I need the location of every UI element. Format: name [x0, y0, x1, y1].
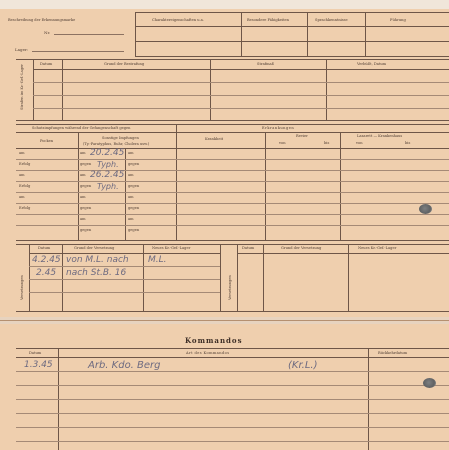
strafen-col-rule — [326, 59, 327, 120]
vers-col-grund: Grund der Versetzung — [74, 246, 115, 250]
impf-row-left: am — [80, 217, 86, 221]
header-row-rule — [135, 26, 449, 27]
vers-row-grund: nach St.B. 16 — [66, 268, 127, 278]
punch-hole — [423, 378, 436, 388]
strafen-col-verbuesst: Verbüßt, Datum — [357, 62, 387, 66]
kdo-col-rueck: Rückkehrdatum — [378, 351, 408, 355]
lager-line — [32, 51, 124, 52]
impf-col-rule — [78, 132, 79, 240]
erkr-title-rule — [176, 132, 449, 133]
nr-line — [54, 34, 124, 35]
vers-col-datum: Datum — [38, 246, 51, 250]
vers-right-side-label: Versetzungen — [228, 275, 232, 300]
vers-col-rule — [348, 244, 349, 311]
erkr-col-krankheit: Krankheit — [205, 137, 224, 141]
header-divider — [241, 12, 242, 56]
vers-col-rule — [62, 244, 63, 311]
impf-col-sonstige-sub: (Ty.-Paratyphus, Ruhr, Cholera usw.) — [83, 142, 150, 146]
header-row-rule — [135, 56, 449, 57]
impf-row-right: am — [128, 217, 134, 221]
impf-row-rule — [16, 170, 449, 171]
erkr-col-rule — [265, 132, 266, 240]
punch-hole — [419, 204, 432, 214]
impf-row-right: gegen — [128, 206, 140, 210]
impf-row-left: am — [80, 195, 86, 199]
card-fold — [0, 317, 449, 324]
kdo-row-rule — [16, 371, 449, 372]
vers-row-datum: 2.45 — [36, 268, 57, 278]
kdo-header-rule — [16, 357, 449, 358]
impf-row-left-value: 26.2.45 — [90, 170, 125, 180]
kdo-row-rule — [16, 385, 449, 386]
kdo-row-rule — [16, 413, 449, 414]
strafen-col-datum: Datum — [40, 62, 53, 66]
col-sprach-header: Sprachkenntnisse — [315, 18, 348, 22]
erkr-col-rule — [340, 132, 341, 240]
header-divider — [365, 12, 366, 56]
vers-col-rule — [220, 244, 221, 311]
header-divider — [135, 12, 136, 56]
strafen-row-rule — [33, 108, 449, 109]
impf-row-left-value: Typh. — [97, 160, 119, 169]
impf-row-left: am — [80, 173, 86, 177]
kdo-row-datum: 1.3.45 — [24, 360, 53, 370]
erkr-revier-bis: bis — [324, 141, 330, 145]
nr-label: Nr. — [44, 30, 51, 35]
erkr-revier-von: von — [279, 141, 286, 145]
erkr-laz-bis: bis — [405, 141, 411, 145]
impf-col-pocken: Pocken — [40, 139, 54, 143]
strafen-col-strafmass: Strafmaß — [257, 62, 275, 66]
vers-right-header-rule — [237, 253, 449, 254]
impf-top-rule — [16, 124, 449, 125]
impf-row-right: am — [128, 195, 134, 199]
impf-row-label: am — [19, 151, 25, 155]
impf-header-rule — [16, 148, 449, 149]
impf-row-left: gegen — [80, 184, 92, 188]
col-fuehrung-header: Führung — [390, 18, 406, 22]
col-faehig-header: Besondere Fähigkeiten — [247, 18, 289, 22]
descr-label: Beschreibung der Erkennungsmarke — [8, 18, 76, 22]
impf-row-rule — [16, 203, 449, 204]
vers-top-rule — [16, 244, 449, 245]
impf-row-left: am — [80, 151, 86, 155]
header-top-rule — [135, 12, 449, 13]
impf-section-title: Schutzimpfungen während der Gefangenschaft gegen — [32, 126, 131, 130]
vers-row-neues: M.L. — [148, 255, 167, 265]
card-top-edge — [0, 0, 449, 9]
header-row-rule — [135, 41, 449, 42]
impf-erkr-divider — [176, 124, 177, 240]
kdo-row-art: Arb. Kdo. Berg — [88, 360, 161, 371]
kdo-row-rule — [16, 427, 449, 428]
vers-col-rule — [237, 244, 238, 311]
strafen-bottom-rule — [16, 120, 449, 121]
col-char-header: Charaktereigenschaften u.a. — [152, 18, 204, 22]
impf-row-right: gegen — [128, 162, 140, 166]
strafen-col-rule — [62, 59, 63, 120]
erkr-laz-von: von — [356, 141, 363, 145]
kdo-top-rule — [16, 348, 449, 349]
vers-row-rule — [29, 292, 220, 293]
strafen-header-rule — [33, 69, 449, 70]
impf-col-sonstige: Sonstige Impfungen — [102, 136, 139, 140]
impf-row-rule — [16, 214, 449, 215]
impf-row-left: gegen — [80, 228, 92, 232]
vers-row-grund: von M.L. nach — [66, 255, 129, 265]
vers-col-rule — [263, 244, 264, 311]
vers-row-rule — [29, 266, 220, 267]
vers-bottom-rule — [16, 311, 449, 312]
vers-right-col-datum: Datum — [242, 246, 255, 250]
kdo-col-art: Art des Kommandos — [186, 351, 230, 355]
impf-row-left: gegen — [80, 206, 92, 210]
vers-left-side-label: Versetzungen — [20, 275, 24, 300]
impf-row-rule — [16, 159, 449, 160]
erkr-col-lazarett: Lazarett — Krankenhaus — [357, 134, 403, 138]
strafen-col-grund: Grund der Bestrafung — [104, 62, 145, 66]
vers-right-col-neues: Neues Kr.-Gef.-Lager — [358, 246, 397, 250]
kdo-row-rule — [16, 399, 449, 400]
impf-row-left-value: Typh. — [97, 182, 119, 191]
vers-col-rule — [143, 244, 144, 311]
impf-row-label: am — [19, 195, 25, 199]
impf-col-rule — [125, 148, 126, 240]
impf-row-right: gegen — [128, 228, 140, 232]
impf-row-rule — [16, 225, 449, 226]
vers-right-col-grund: Grund der Versetzung — [281, 246, 322, 250]
lager-label: Lager: — [15, 47, 29, 52]
strafen-side-label: Strafen im Kr.-Gef.-Lager — [20, 64, 24, 110]
impf-row-right: am — [128, 173, 134, 177]
vers-left-header-rule — [29, 253, 220, 254]
kdo-col-datum: Datum — [29, 351, 42, 355]
erkr-title: Erkrankungen — [262, 126, 295, 130]
impf-row-rule — [16, 192, 449, 193]
impf-row-label: Erfolg — [19, 184, 31, 188]
kdo-row-rule — [16, 441, 449, 442]
impf-row-rule — [16, 181, 449, 182]
impf-row-right: am — [128, 151, 134, 155]
strafen-row-rule — [33, 95, 449, 96]
kommandos-title: Kommandos — [185, 336, 243, 345]
vers-col-neues: Neues Kr.-Gef.-Lager — [152, 246, 191, 250]
kdo-row-note: (Kr.L.) — [288, 360, 318, 371]
impf-row-label: Erfolg — [19, 206, 31, 210]
erkr-col-revier: Revier — [296, 134, 308, 138]
strafen-col-rule — [33, 59, 34, 120]
impf-title-rule — [16, 132, 176, 133]
impf-bottom-rule — [16, 240, 449, 241]
impf-row-right: gegen — [128, 184, 140, 188]
strafen-row-rule — [33, 82, 449, 83]
header-divider — [307, 12, 308, 56]
vers-row-datum: 4.2.45 — [32, 255, 61, 265]
vers-col-rule — [29, 244, 30, 311]
strafen-top-rule — [16, 59, 449, 60]
impf-row-label: am — [19, 173, 25, 177]
vers-row-rule — [29, 279, 220, 280]
impf-row-left: gegen — [80, 162, 92, 166]
strafen-col-rule — [210, 59, 211, 120]
impf-row-left-value: 20.2.45 — [90, 148, 125, 158]
impf-row-label: Erfolg — [19, 162, 31, 166]
